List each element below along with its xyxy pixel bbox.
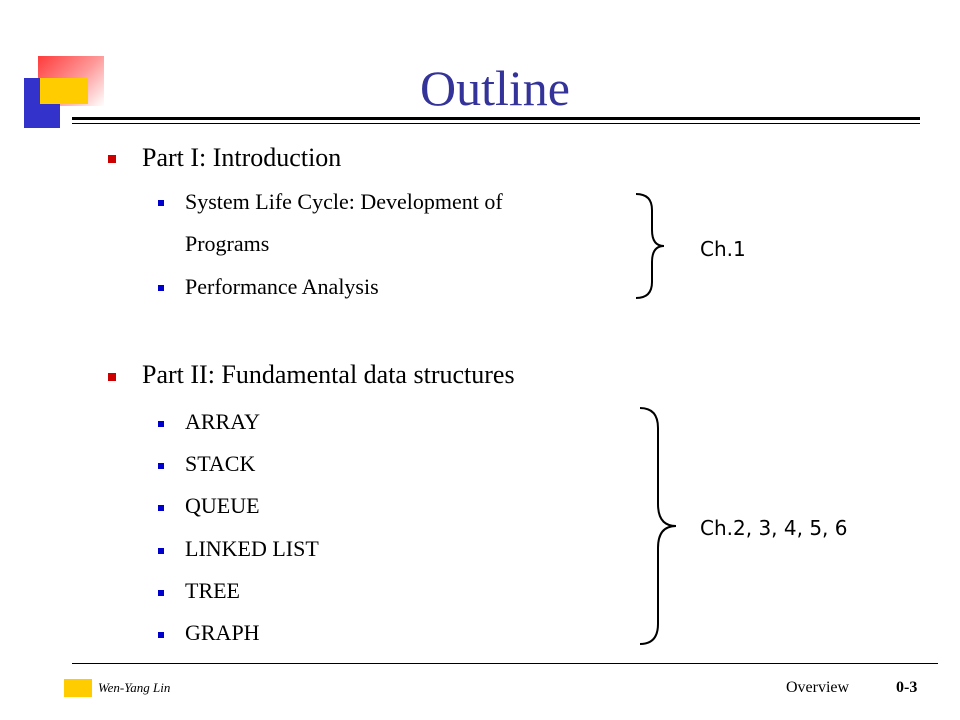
list-item: Performance Analysis — [185, 274, 379, 299]
title-rule — [72, 117, 920, 120]
bullet-icon — [158, 632, 164, 638]
brace-icon — [636, 404, 684, 648]
footer-yellow-square — [64, 679, 92, 697]
bullet-icon — [158, 421, 164, 427]
section-heading: Part I: Introduction — [142, 143, 342, 172]
title-rule-thin — [72, 123, 920, 124]
bullet-icon — [158, 463, 164, 469]
list-item: LINKED LIST — [185, 536, 319, 561]
section-heading: Part II: Fundamental data structures — [142, 360, 515, 389]
list-item: Programs — [185, 231, 270, 256]
list-item: QUEUE — [185, 493, 260, 518]
bullet-icon — [158, 200, 164, 206]
footer-page-number: 0-3 — [896, 679, 918, 696]
list-item: GRAPH — [185, 620, 260, 645]
list-item: STACK — [185, 451, 256, 476]
list-item: TREE — [185, 578, 240, 603]
footer-rule — [72, 663, 938, 664]
chapter-note: Ch.2, 3, 4, 5, 6 — [700, 516, 848, 540]
footer-section: Overview — [786, 679, 850, 696]
footer-author: Wen-Yang Lin — [98, 680, 171, 695]
chapter-note: Ch.1 — [700, 237, 746, 261]
bullet-icon — [108, 373, 116, 381]
bullet-icon — [158, 505, 164, 511]
bullet-icon — [158, 548, 164, 554]
bullet-icon — [158, 590, 164, 596]
bullet-icon — [108, 155, 116, 163]
slide-title: Outline — [420, 60, 570, 116]
list-item: System Life Cycle: Development of — [185, 189, 503, 214]
list-item: ARRAY — [185, 409, 260, 434]
bullet-icon — [158, 285, 164, 291]
brace-icon — [630, 190, 670, 302]
